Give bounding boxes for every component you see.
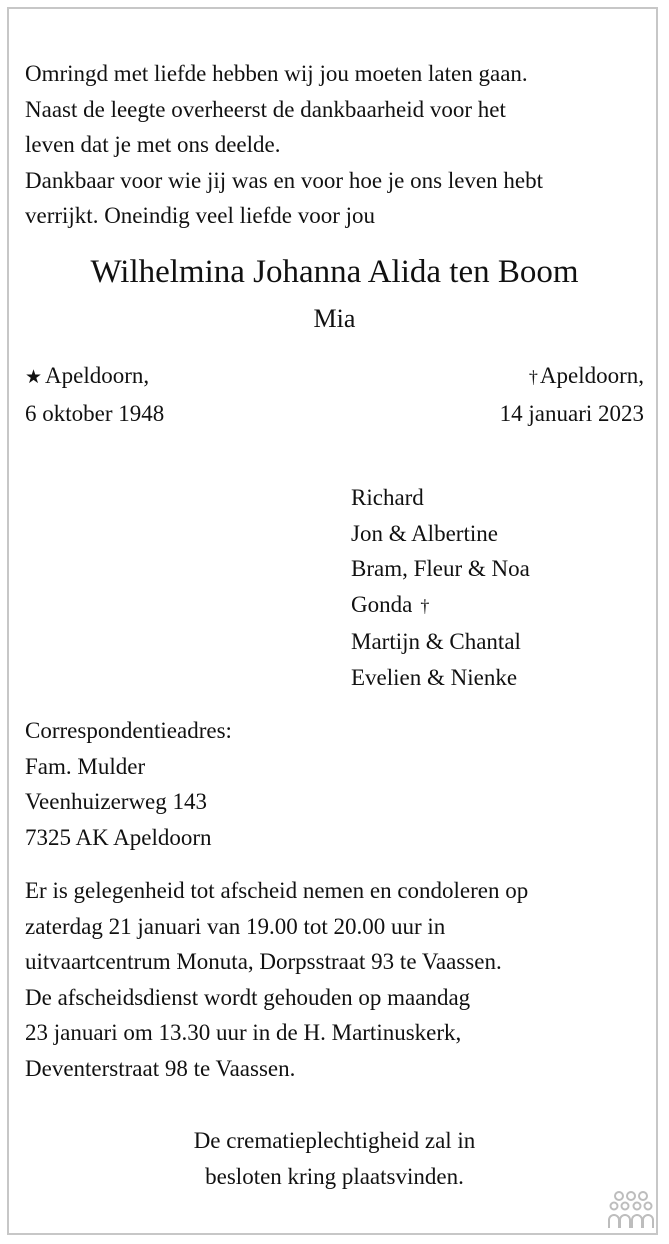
family-member-line bbox=[351, 587, 530, 625]
deceased-nickname: Mia bbox=[313, 304, 356, 333]
cross-icon: † bbox=[420, 595, 430, 616]
star-icon: ★ bbox=[25, 367, 43, 388]
family-member: Evelien & Nienke bbox=[351, 664, 518, 690]
address-heading: Correspondentieadres: bbox=[25, 718, 232, 743]
family-member: Jon & Albertine bbox=[351, 520, 498, 546]
cross-icon: † bbox=[528, 367, 538, 387]
intro-line: Omringd met liefde hebben wij jou moeten laten gaan. bbox=[25, 61, 528, 86]
family-member: Richard bbox=[351, 485, 424, 510]
intro-text bbox=[25, 56, 650, 234]
service-details bbox=[25, 873, 650, 1086]
intro-line: verrijkt. Oneindig veel liefde voor jou bbox=[25, 203, 376, 228]
closing-line: De crematieplechtigheid zal in bbox=[193, 1128, 476, 1153]
service-line: zaterdag 21 januari van 19.00 tot 20.00 uur in bbox=[25, 913, 446, 939]
service-line: Er is gelegenheid tot afscheid nemen en condoleren op bbox=[25, 878, 529, 903]
family-list bbox=[351, 480, 530, 695]
birth-info bbox=[25, 358, 164, 431]
death-info bbox=[500, 358, 644, 431]
birth-place: Apeldoorn, bbox=[45, 363, 150, 388]
service-line: uitvaartcentrum Monuta, Dorpsstraat 93 te Vaassen. bbox=[25, 949, 502, 974]
people-group-icon bbox=[606, 1190, 656, 1230]
death-place: Apeldoorn, bbox=[539, 363, 644, 388]
death-date: 14 januari 2023 bbox=[499, 400, 644, 426]
address-line: Veenhuizerweg 143 bbox=[25, 789, 208, 814]
service-line: Deventerstraat 98 te Vaassen. bbox=[25, 1055, 296, 1081]
death-place-line bbox=[500, 358, 644, 396]
correspondence-address bbox=[25, 713, 232, 855]
intro-line: leven dat je met ons deelde. bbox=[25, 132, 281, 157]
closing-line: besloten kring plaatsvinden. bbox=[205, 1163, 464, 1189]
family-member: Martijn & Chantal bbox=[351, 629, 521, 654]
family-member: Bram, Fleur & Noa bbox=[351, 556, 530, 581]
address-line: Fam. Mulder bbox=[25, 753, 146, 779]
deceased-full-name: Wilhelmina Johanna Alida ten Boom bbox=[90, 254, 579, 290]
address-line: 7325 AK Apeldoorn bbox=[25, 824, 212, 850]
closing-note bbox=[0, 1123, 669, 1194]
family-member: Gonda bbox=[351, 591, 413, 617]
birth-place-line bbox=[25, 358, 164, 396]
service-line: De afscheidsdienst wordt gehouden op maandag bbox=[25, 984, 471, 1010]
birth-date: 6 oktober 1948 bbox=[25, 400, 165, 426]
intro-line: Dankbaar voor wie jij was en voor hoe je ons leven hebt bbox=[25, 167, 543, 193]
intro-line: Naast de leegte overheerst de dankbaarheid voor het bbox=[25, 96, 506, 122]
service-line: 23 januari om 13.30 uur in de H. Martinuskerk, bbox=[25, 1020, 462, 1045]
